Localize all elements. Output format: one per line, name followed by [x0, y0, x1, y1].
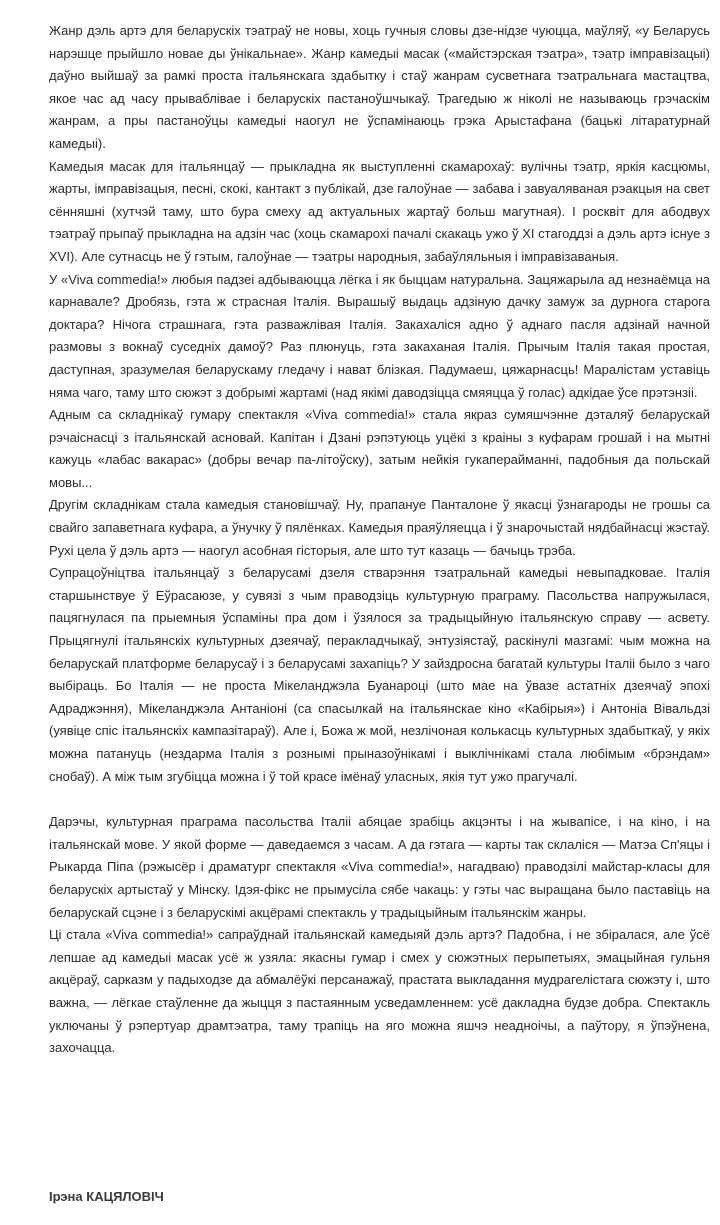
paragraph: Супрацоўніцтва італьянцаў з беларусамі дзеля стварэння тэатральнай камедыі невыпадковае. Італія старшынствуе ў Еўрасаюзе, у сувязі з чым праводзіць культурную праграму. Пасольства напружылася, пацягнулася па прыемныя ўспаміны пра дом і ўзялося за традыцыйную італьянскую справу — асвету. Прыцягнулі італьянскіх культурных дзеячаў, перакладчыкаў, энтузіястаў, раскінулі мазгамі: чым можна на беларускай платформе беларусаў і з беларусамі захапіць? У зайздросна багатай культуры Італіі было з чаго выбіраць. Бо Італія — не проста Мікеланджэла Буанароці (што мае на ўвазе астатніх дзеячаў эпохі Адраджэння), Мікеланджэла Антаніоні (са спасылкай на італьянскае кіно «Кабірыя») і Антоніа Вівальдзі (уявіце спіс італьянскіх кампазітараў). Але і, Божа ж мой, незлічоная колькасць культурных здабыткаў, у якіх можна патануць (нездарма Італія з рознымі прыназоўнікамі і выклічнікамі стала любімым «брэндам» снобаў). А між тым згубіцца можна і ў той красе імёнаў уласных, якія тут ужо прагучалі. — [49, 565, 710, 784]
paragraph: Камедыя масак для італьянцаў — прыкладна як выступленні скамарохаў: вулічны тэатр, яркія касцюмы, жарты, імправізацыя, песні, скокі, кантакт з публікай, дзе галоўнае — забава і завуаляваная рэакцыя на свет сённяшні (хутчэй таму, што бура смеху ад актуальных жартаў больш магутная). І росквіт для абодвух тэатраў прыпаў прыкладна на адзін час (хоць скамарохі пачалі скакаць ужо ў XI стагоддзі а дэль артэ існуе з XVI). Але сутнасць не ў гэтым, галоўнае — тэатры народныя, забаўляльныя і імправізаваныя. — [49, 158, 710, 264]
paragraph: Жанр дэль артэ для беларускіх тэатраў не новы, хоць гучныя словы дзе-нідзе чуюцца, маўляў, «у Беларусь нарэшце прыйшло новае ды ўнікальнае». Жанр камедыі масак («майстэрская тэатра», тэатр імправізацыі) даўно выйшаў за рамкі проста італьянскага здабытку і стаў жанрам сусветнага тэатральнага мастацтва, якое час ад часу прываблівае і беларускіх пастаноўшчыкаў. Трагедыю ж ніколі не называюць грэчаскім жанрам, а пры пастаноўцы камедыі наогул не ўспамінаюць грэка Арыстафана (бацькі літаратурнай камедыі). — [49, 23, 710, 151]
paragraph: У «Viva commedia!» любыя падзеі адбываюцца лёгка і як быццам натуральна. Зацяжарыла ад незнаёмца на карнавале? Дробязь, гэта ж страсная Італія. Вырашыў выдаць адзіную дачку замуж за дурнога старога доктара? Нічога страшнага, гэта разважлівая Італія. Закахаліся адно ў аднаго пасля адзінай начной размовы з вокнаў суседніх дамоў? Раз плюнуць, гэта закаханая Італія. Прычым Італія такая простая, даступная, зразумелая беларускаму гледачу і нават блізкая. Падумаеш, цяжарнасць! Маралістам уставіць няма чаго, таму што сюжэт з добрымі жартамі (над якімі даводзіцца смяяцца ў голас) адкідае ўсе прэтэнзіі. — [49, 271, 710, 400]
paragraph: Другім складнікам стала камедыя становішчаў. Ну, прапануе Панталоне ў якасці ўзнагароды не грошы са свайго запаветнага куфара, а ўнучку ў пялёнках. Камедыя праяўляецца і ў знарочыстай нядбайнасці жэстаў. Рухі цела ў дэль артэ — наогул асобная гісторыя, але што тут казаць — бачыць трэба. — [49, 497, 710, 558]
paragraph: Дарэчы, культурная праграма пасольства Італіі абяцае зрабіць акцэнты і на жывапісе, і на кіно, і на італьянскай мове. У якой форме — даведаемся з часам. А да гэтага — карты так склаліся — Матэа Сп'яцы і Рыкарда Піпа (рэжысёр і драматург спектакля «Viva commedia!», нагадваю) праводзілі майстар-класы для беларускіх артыстаў у Мінску. Ідэя-фікс не прымусіла сябе чакаць: у гэты час выращана было паставіць на беларускай сцэне і з беларускімі акцёрамі спектакль у традыцыйным італьянскім жанры. — [49, 814, 710, 920]
paragraph: Адным са складнікаў гумару спектакля «Viva commedia!» стала якраз сумяшчэнне дэталяў беларускай рэчаіснасці з італьянскай асновай. Капітан і Дзані рэпэтуюць уцёкі з краіны з куфарам грошай і на мытні кажуць «лабас вакарас» (добры вечар па-літоўску), затым нейкія гукаперайманні, падобныя да польскай мовы... — [49, 407, 710, 490]
author-signature: Ірэна КАЦЯЛОВІЧ — [49, 1189, 164, 1204]
paragraph-spacer — [49, 788, 710, 811]
article-body — [49, 20, 710, 1060]
paragraph: Ці стала «Viva commedia!» сапраўднай італьянскай камедыяй дэль артэ? Падобна, і не збіралася, але ўсё лепшае ад камедыі масак усё ж узяла: якасны гумар і смех у сюжэтных перыпетыях, эмацыйная гульня акцёраў, сарказм у падыходзе да абмалёўкі персанажаў, прастата выкладання мудрагелістага сюжэту і, што важна, — лёгкае стаўленне да жыцця з пастаянным усведамленнем: усё дакладна будзе добра. Спектакль уключаны ў рэпертуар драмтэатра, таму трапіць на яго можна яшчэ неадноічы, а паўтору, я ўпэўнена, захочацца. — [49, 927, 710, 1056]
